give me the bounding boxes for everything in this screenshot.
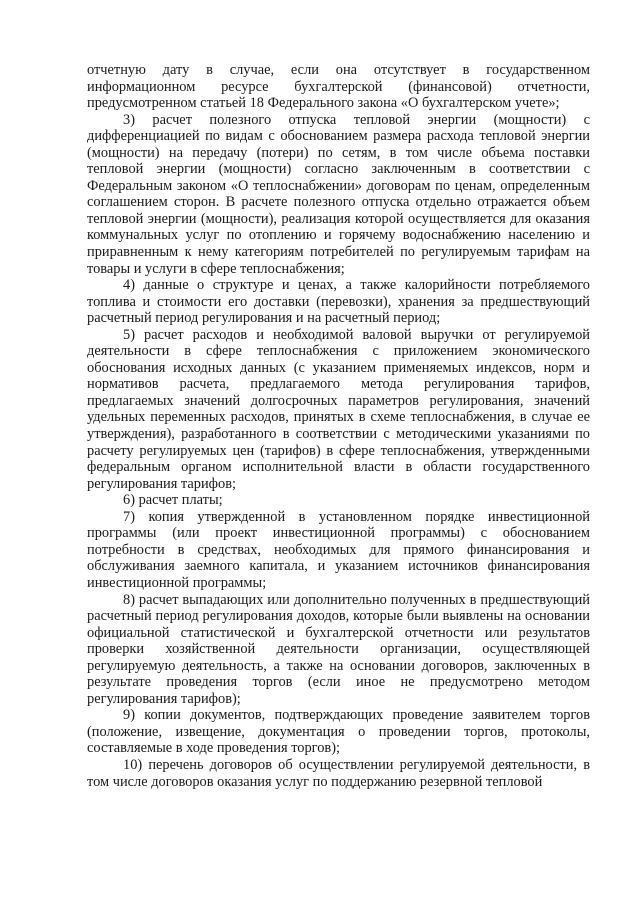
paragraph-item-3: 3) расчет полезного отпуска тепловой энергии (мощности) с дифференциацией по видам с обоснованием размера расхода тепловой энергии (мощности) на передачу (потери) по сетям, в том числе объема поставки тепловой энергии (мощности) согласно заключенным в соответствии с Федеральным законом «О теплоснабжении» договорам по ценам, определенным соглашением сторон. В расчете полезного отпуска отдельно отражается объем тепловой энергии (мощности), реализация которой осуществляется для оказания коммунальных услуг по отоплению и горячему водоснабжению населению и приравненным к нему категориям потребителей по регулируемым тарифам на товары и услуги в сфере теплоснабжения;	[87, 111, 590, 277]
paragraph-item-6: 6) расчет платы;	[123, 492, 223, 509]
paragraph-continuation: отчетную дату в случае, если она отсутствует в государственном информационном ресурсе бухгалтерской (финансовой) отчетности, предусмотренном статьей 18 Федерального закона «О бухгалтерском учете»;	[87, 62, 590, 112]
paragraph-item-10: 10) перечень договоров об осуществлении регулируемой деятельности, в том числе договоров оказания услуг по поддержанию резервной тепловой	[87, 756, 590, 790]
paragraph-item-5: 5) расчет расходов и необходимой валовой выручки от регулируемой деятельности в сфере теплоснабжения с приложением экономического обоснования исходных данных (с указанием применяемых индексов, норм и нормативов расчета, предлагаемого метода регулирования тарифов, предлагаемых значений долгосрочных параметров регулирования, значений удельных переменных расходов, принятых в схеме теплоснабжения, в случае ее утверждения), разработанного в соответствии с методическими указаниями по расчету регулируемых цен (тарифов) в сфере теплоснабжения, утвержденными федеральным органом исполнительной власти в области государственного регулирования тарифов;	[87, 326, 590, 492]
paragraph-item-9: 9) копии документов, подтверждающих проведение заявителем торгов (положение, извещение, документация о проведении торгов, протоколы, составляемые в ходе проведения торгов);	[87, 707, 590, 757]
paragraph-item-8: 8) расчет выпадающих или дополнительно полученных в предшествующий расчетный период регулирования доходов, которые были выявлены на основании официальной статистической и бухгалтерской отчетности или результатов проверки хозяйственной деятельности организации, осуществляющей регулируемую деятельность, а также на основании договоров, заключенных в результате проведения торгов (если иное не предусмотрено методом регулирования тарифов);	[87, 591, 590, 707]
paragraph-item-7: 7) копия утвержденной в установленном порядке инвестиционной программы (или проект инвестиционной программы) с обоснованием потребности в средствах, необходимых для прямого финансирования и обслуживания заемного капитала, и указанием источников финансирования инвестиционной программы;	[87, 508, 590, 591]
paragraph-item-4: 4) данные о структуре и ценах, а также калорийности потребляемого топлива и стоимости его доставки (перевозки), хранения за предшествующий расчетный период регулирования и на расчетный период;	[87, 277, 590, 327]
document-page	[87, 62, 590, 790]
